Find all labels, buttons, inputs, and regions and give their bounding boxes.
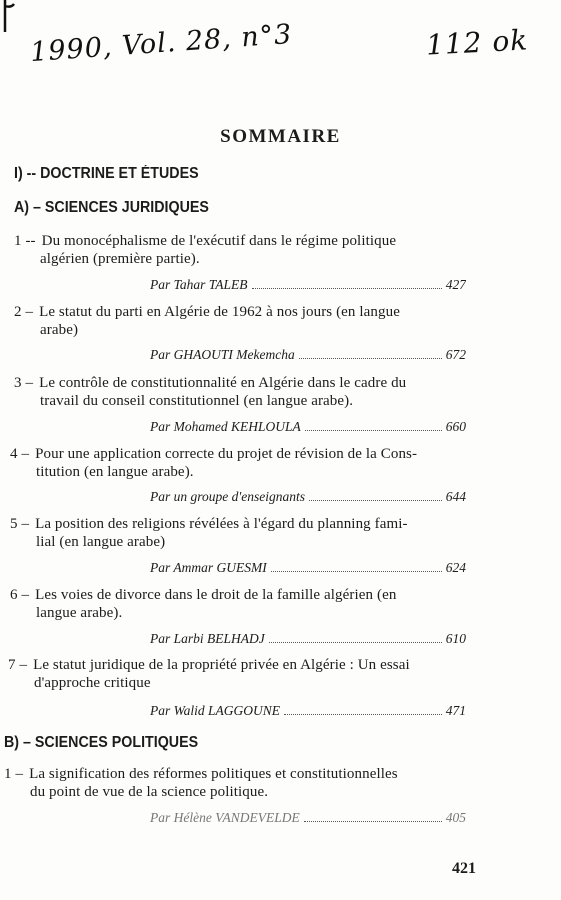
author-line <box>150 419 466 435</box>
entry-number: 3 – <box>14 375 34 391</box>
leader-dots <box>252 288 442 289</box>
entry-a3 <box>14 374 462 410</box>
author-name: Par Hélène VANDEVELDE <box>150 810 300 825</box>
page-number: 644 <box>445 489 466 504</box>
entry-title-line1: Le statut juridique de la propriété privée en Algérie : Un essai <box>33 657 410 673</box>
leader-dots <box>269 642 442 643</box>
author-name: Par GHAOUTI Mekemcha <box>150 347 295 362</box>
page-number: 471 <box>445 703 466 718</box>
entry-a5 <box>10 515 458 551</box>
handwritten-reference: 1990, Vol. 28, n°3 <box>29 18 294 69</box>
entry-title-line1: La position des religions révélées à l'égard du planning fami- <box>35 516 408 532</box>
leader-dots <box>299 358 442 359</box>
entry-title-line1: Le statut du parti en Algérie de 1962 à nos jours (en langue <box>39 304 400 320</box>
author-line <box>150 277 466 293</box>
entry-a2 <box>14 303 462 339</box>
entry-title-line1: Le contrôle de constitutionnalité en Algérie dans le cadre du <box>39 375 407 391</box>
leader-dots <box>271 571 442 572</box>
entry-title-line1: Pour une application correcte du projet de révision de la Cons- <box>35 446 418 462</box>
entry-number: 1 – <box>4 766 24 782</box>
entry-number: 1 -- <box>14 233 36 249</box>
page-number: 405 <box>445 810 466 825</box>
entry-number: 6 – <box>10 587 30 603</box>
folio-page-number: 421 <box>452 860 476 877</box>
author-line <box>150 489 466 505</box>
author-name: Par Tahar TALEB <box>150 277 248 292</box>
entry-title-line2: du point de vue de la science politique. <box>30 784 269 800</box>
author-line <box>150 560 466 576</box>
leader-dots <box>284 714 442 715</box>
author-name: Par Walid LAGGOUNE <box>150 703 281 718</box>
author-name: Par Ammar GUESMI <box>150 560 267 575</box>
entry-title-line2: lial (en langue arabe) <box>36 534 166 550</box>
page-number: 672 <box>445 347 466 362</box>
entry-number: 5 – <box>10 516 30 532</box>
leader-dots <box>309 500 442 501</box>
author-name: Par un groupe d'enseignants <box>150 489 305 504</box>
entry-title-line2: arabe) <box>40 322 79 338</box>
author-line <box>150 703 466 719</box>
author-line <box>150 631 466 647</box>
page-number: 610 <box>445 631 466 646</box>
author-line <box>150 347 466 363</box>
entry-title-line1: La signification des réformes politiques et constitutionnelles <box>29 766 398 782</box>
entry-a6 <box>10 586 458 622</box>
section-b-heading: B) – SCIENCES POLITIQUES <box>4 734 199 751</box>
author-line <box>150 810 466 826</box>
page-title: SOMMAIRE <box>220 126 341 147</box>
entry-title-line2: travail du conseil constitutionnel (en langue arabe). <box>40 393 354 409</box>
entry-title-line2: algérien (première partie). <box>40 251 200 267</box>
entry-title-line1: Du monocéphalisme de l'exécutif dans le régime politique <box>41 233 397 249</box>
entry-number: 4 – <box>10 446 30 462</box>
part-heading: I) -- DOCTRINE ET ÉTUDES <box>14 165 199 182</box>
section-a-heading: A) – SCIENCES JURIDIQUES <box>14 199 209 216</box>
entry-b1 <box>4 765 452 801</box>
entry-title-line1: Les voies de divorce dans le droit de la famille algérien (en <box>35 587 397 603</box>
entry-a1 <box>14 232 462 268</box>
entry-title-line2: langue arabe). <box>36 605 123 621</box>
author-name: Par Larbi BELHADJ <box>150 631 265 646</box>
entry-title-line2: d'approche critique <box>34 675 151 691</box>
page-number: 660 <box>445 419 466 434</box>
leader-dots <box>305 430 442 431</box>
entry-title-line2: titution (en langue arabe). <box>36 464 194 480</box>
page-number: 427 <box>445 277 466 292</box>
entry-number: 2 – <box>14 304 34 320</box>
entry-a7 <box>8 656 456 692</box>
handwritten-note: 112 ok <box>425 23 529 62</box>
entry-number: 7 – <box>8 657 28 673</box>
scan-edge-mark <box>2 0 18 34</box>
leader-dots <box>304 821 442 822</box>
entry-a4 <box>10 445 458 481</box>
page-number: 624 <box>445 560 466 575</box>
author-name: Par Mohamed KEHLOULA <box>150 419 301 434</box>
